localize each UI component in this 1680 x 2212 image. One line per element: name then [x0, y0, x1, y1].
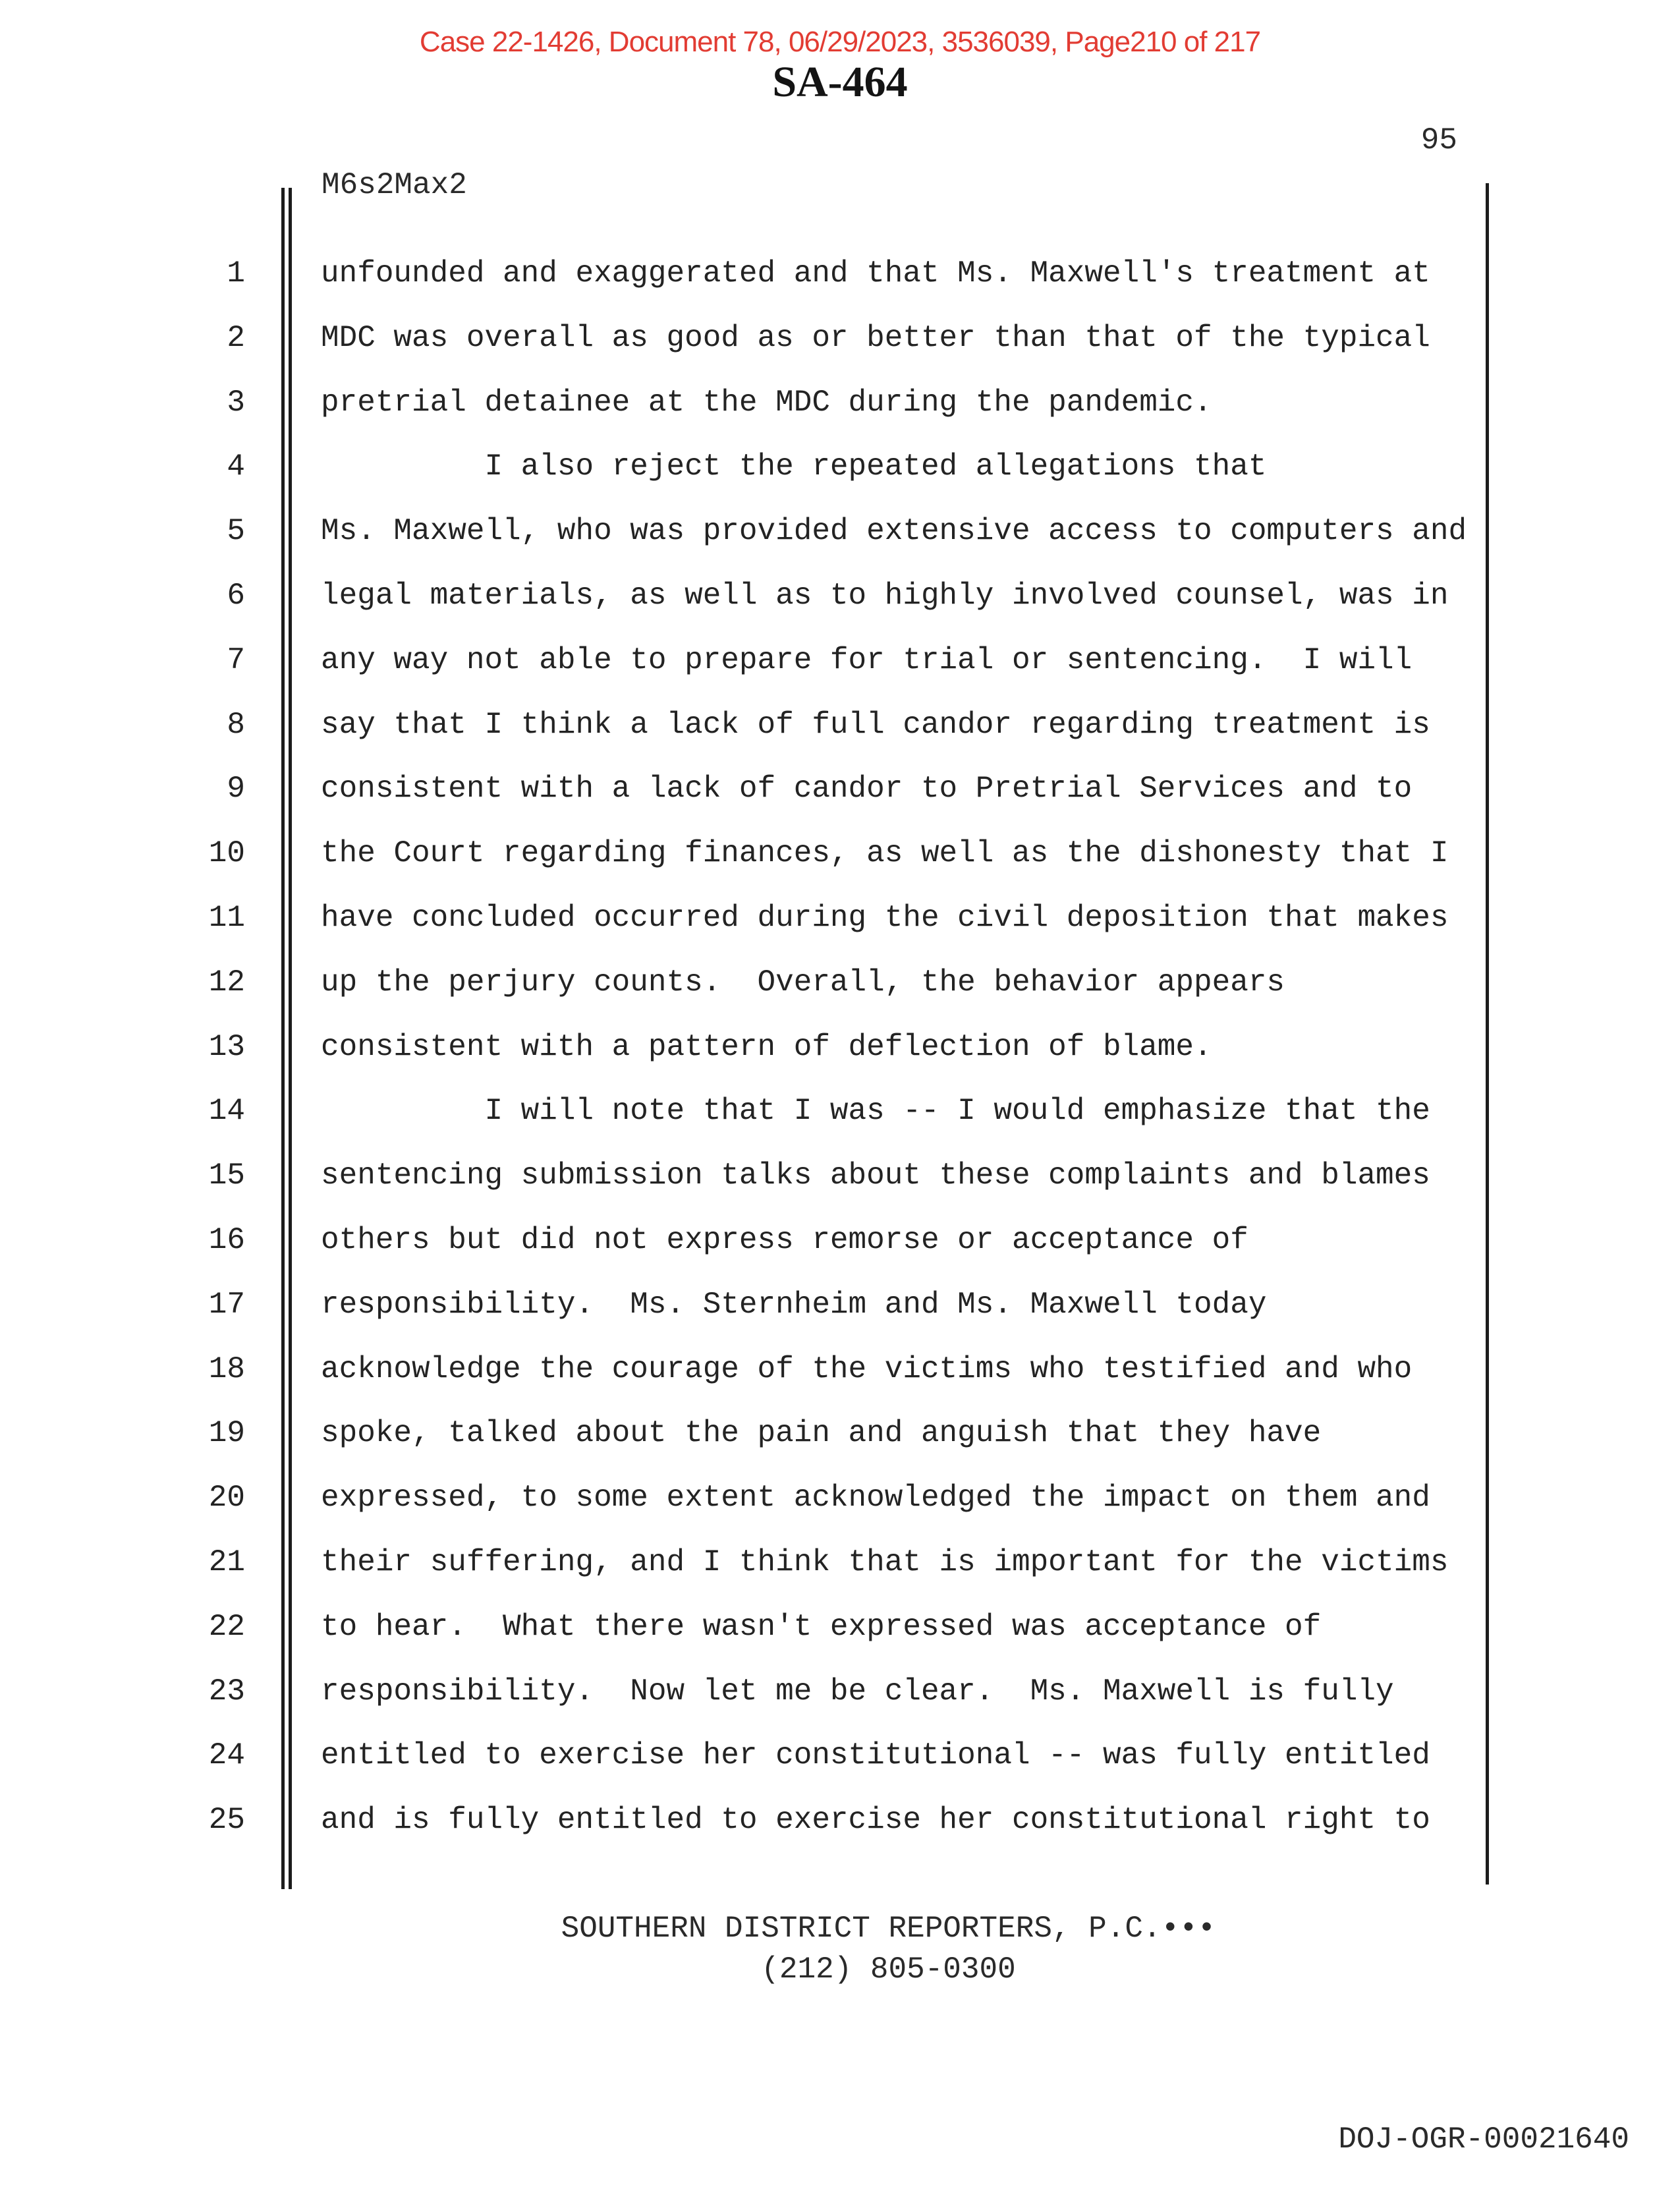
line-number: 23	[208, 1674, 245, 1709]
transcript-line	[0, 564, 1680, 629]
transcript-line	[0, 693, 1680, 758]
transcript-line	[0, 499, 1680, 564]
line-text: their suffering, and I think that is important for the victims	[321, 1545, 1449, 1579]
line-number: 19	[208, 1416, 245, 1451]
line-text: entitled to exercise her constitutional -- was fully entitled	[321, 1738, 1430, 1773]
transcript-session-id: M6s2Max2	[322, 168, 467, 202]
line-text: others but did not express remorse or acceptance of	[321, 1222, 1248, 1257]
transcript-line	[0, 242, 1680, 306]
line-number: 1	[227, 256, 245, 291]
line-text: pretrial detainee at the MDC during the pandemic.	[321, 385, 1212, 420]
transcript-line	[0, 1015, 1680, 1080]
line-text: expressed, to some extent acknowledged the impact on them and	[321, 1481, 1430, 1516]
line-number: 17	[208, 1287, 245, 1322]
line-number: 11	[208, 900, 245, 935]
line-text: consistent with a pattern of deflection of blame.	[321, 1029, 1212, 1064]
line-text: sentencing submission talks about these complaints and blames	[321, 1158, 1430, 1193]
line-text: MDC was overall as good as or better than that of the typical	[321, 320, 1430, 355]
case-header-stamp: Case 22-1426, Document 78, 06/29/2023, 3536039, Page210 of 217	[419, 26, 1261, 58]
line-text: consistent with a lack of candor to Pretrial Services and to	[321, 772, 1413, 807]
line-text: the Court regarding finances, as well as the dishonesty that I	[321, 836, 1449, 871]
line-text: to hear. What there wasn't expressed was acceptance of	[321, 1609, 1322, 1644]
line-number: 15	[208, 1158, 245, 1193]
line-number: 20	[208, 1481, 245, 1516]
line-text: and is fully entitled to exercise her constitutional right to	[321, 1803, 1430, 1838]
line-text: have concluded occurred during the civil deposition that makes	[321, 900, 1449, 935]
transcript-line	[0, 1402, 1680, 1466]
transcript-line	[0, 1724, 1680, 1788]
reporter-phone-line: (212) 805-0300	[761, 1952, 1016, 1987]
line-number: 16	[208, 1222, 245, 1257]
line-text: up the perjury counts. Overall, the behavior appears	[321, 965, 1285, 1000]
line-number: 3	[227, 385, 245, 420]
line-number: 14	[208, 1094, 245, 1129]
reporter-footer	[291, 1908, 1486, 1990]
line-text: unfounded and exaggerated and that Ms. Maxwell's treatment at	[321, 256, 1430, 291]
transcript-line	[0, 371, 1680, 436]
line-number: 10	[208, 836, 245, 871]
line-text: I also reject the repeated allegations that	[321, 449, 1267, 484]
line-number: 12	[208, 965, 245, 1000]
bates-number: DOJ-OGR-00021640	[1338, 2122, 1629, 2157]
transcript-line	[0, 1466, 1680, 1531]
line-text: spoke, talked about the pain and anguish that they have	[321, 1416, 1322, 1451]
appendix-page-label: SA-464	[772, 58, 908, 106]
transcript-line	[0, 1144, 1680, 1208]
line-number: 22	[208, 1609, 245, 1644]
line-text: say that I think a lack of full candor regarding treatment is	[321, 707, 1430, 742]
line-number: 7	[227, 642, 245, 677]
transcript-line	[0, 757, 1680, 822]
line-number: 24	[208, 1738, 245, 1773]
transcript-line	[0, 886, 1680, 951]
line-text: I will note that I was -- I would emphasize that the	[321, 1094, 1430, 1129]
line-number: 6	[227, 578, 245, 613]
transcript-line	[0, 1273, 1680, 1338]
transcript-line	[0, 1338, 1680, 1402]
line-number: 21	[208, 1545, 245, 1579]
transcript-line	[0, 1660, 1680, 1724]
transcript-line	[0, 306, 1680, 371]
transcript-line	[0, 1531, 1680, 1595]
line-text: legal materials, as well as to highly involved counsel, was in	[321, 578, 1449, 613]
line-number: 25	[208, 1803, 245, 1838]
line-number: 13	[208, 1029, 245, 1064]
transcript-line	[0, 1788, 1680, 1853]
line-number: 5	[227, 514, 245, 549]
transcript-line	[0, 1208, 1680, 1273]
line-text: any way not able to prepare for trial or sentencing. I will	[321, 642, 1413, 677]
transcript-line	[0, 629, 1680, 693]
transcript-line	[0, 435, 1680, 499]
transcript-line	[0, 951, 1680, 1015]
transcript-page-number: 95	[1420, 123, 1457, 157]
line-number: 18	[208, 1351, 245, 1386]
line-number: 9	[227, 772, 245, 807]
reporter-name-line: SOUTHERN DISTRICT REPORTERS, P.C.•••	[561, 1912, 1216, 1946]
line-text: responsibility. Now let me be clear. Ms. Maxwell is fully	[321, 1674, 1394, 1709]
line-text: Ms. Maxwell, who was provided extensive access to computers and	[321, 514, 1467, 549]
transcript-line	[0, 1595, 1680, 1660]
line-text: responsibility. Ms. Sternheim and Ms. Maxwell today	[321, 1287, 1267, 1322]
line-number: 8	[227, 707, 245, 742]
transcript-body	[0, 242, 1680, 1853]
line-number: 4	[227, 449, 245, 484]
transcript-line	[0, 1079, 1680, 1144]
line-text: acknowledge the courage of the victims who testified and who	[321, 1351, 1413, 1386]
line-number: 2	[227, 320, 245, 355]
transcript-line	[0, 822, 1680, 886]
